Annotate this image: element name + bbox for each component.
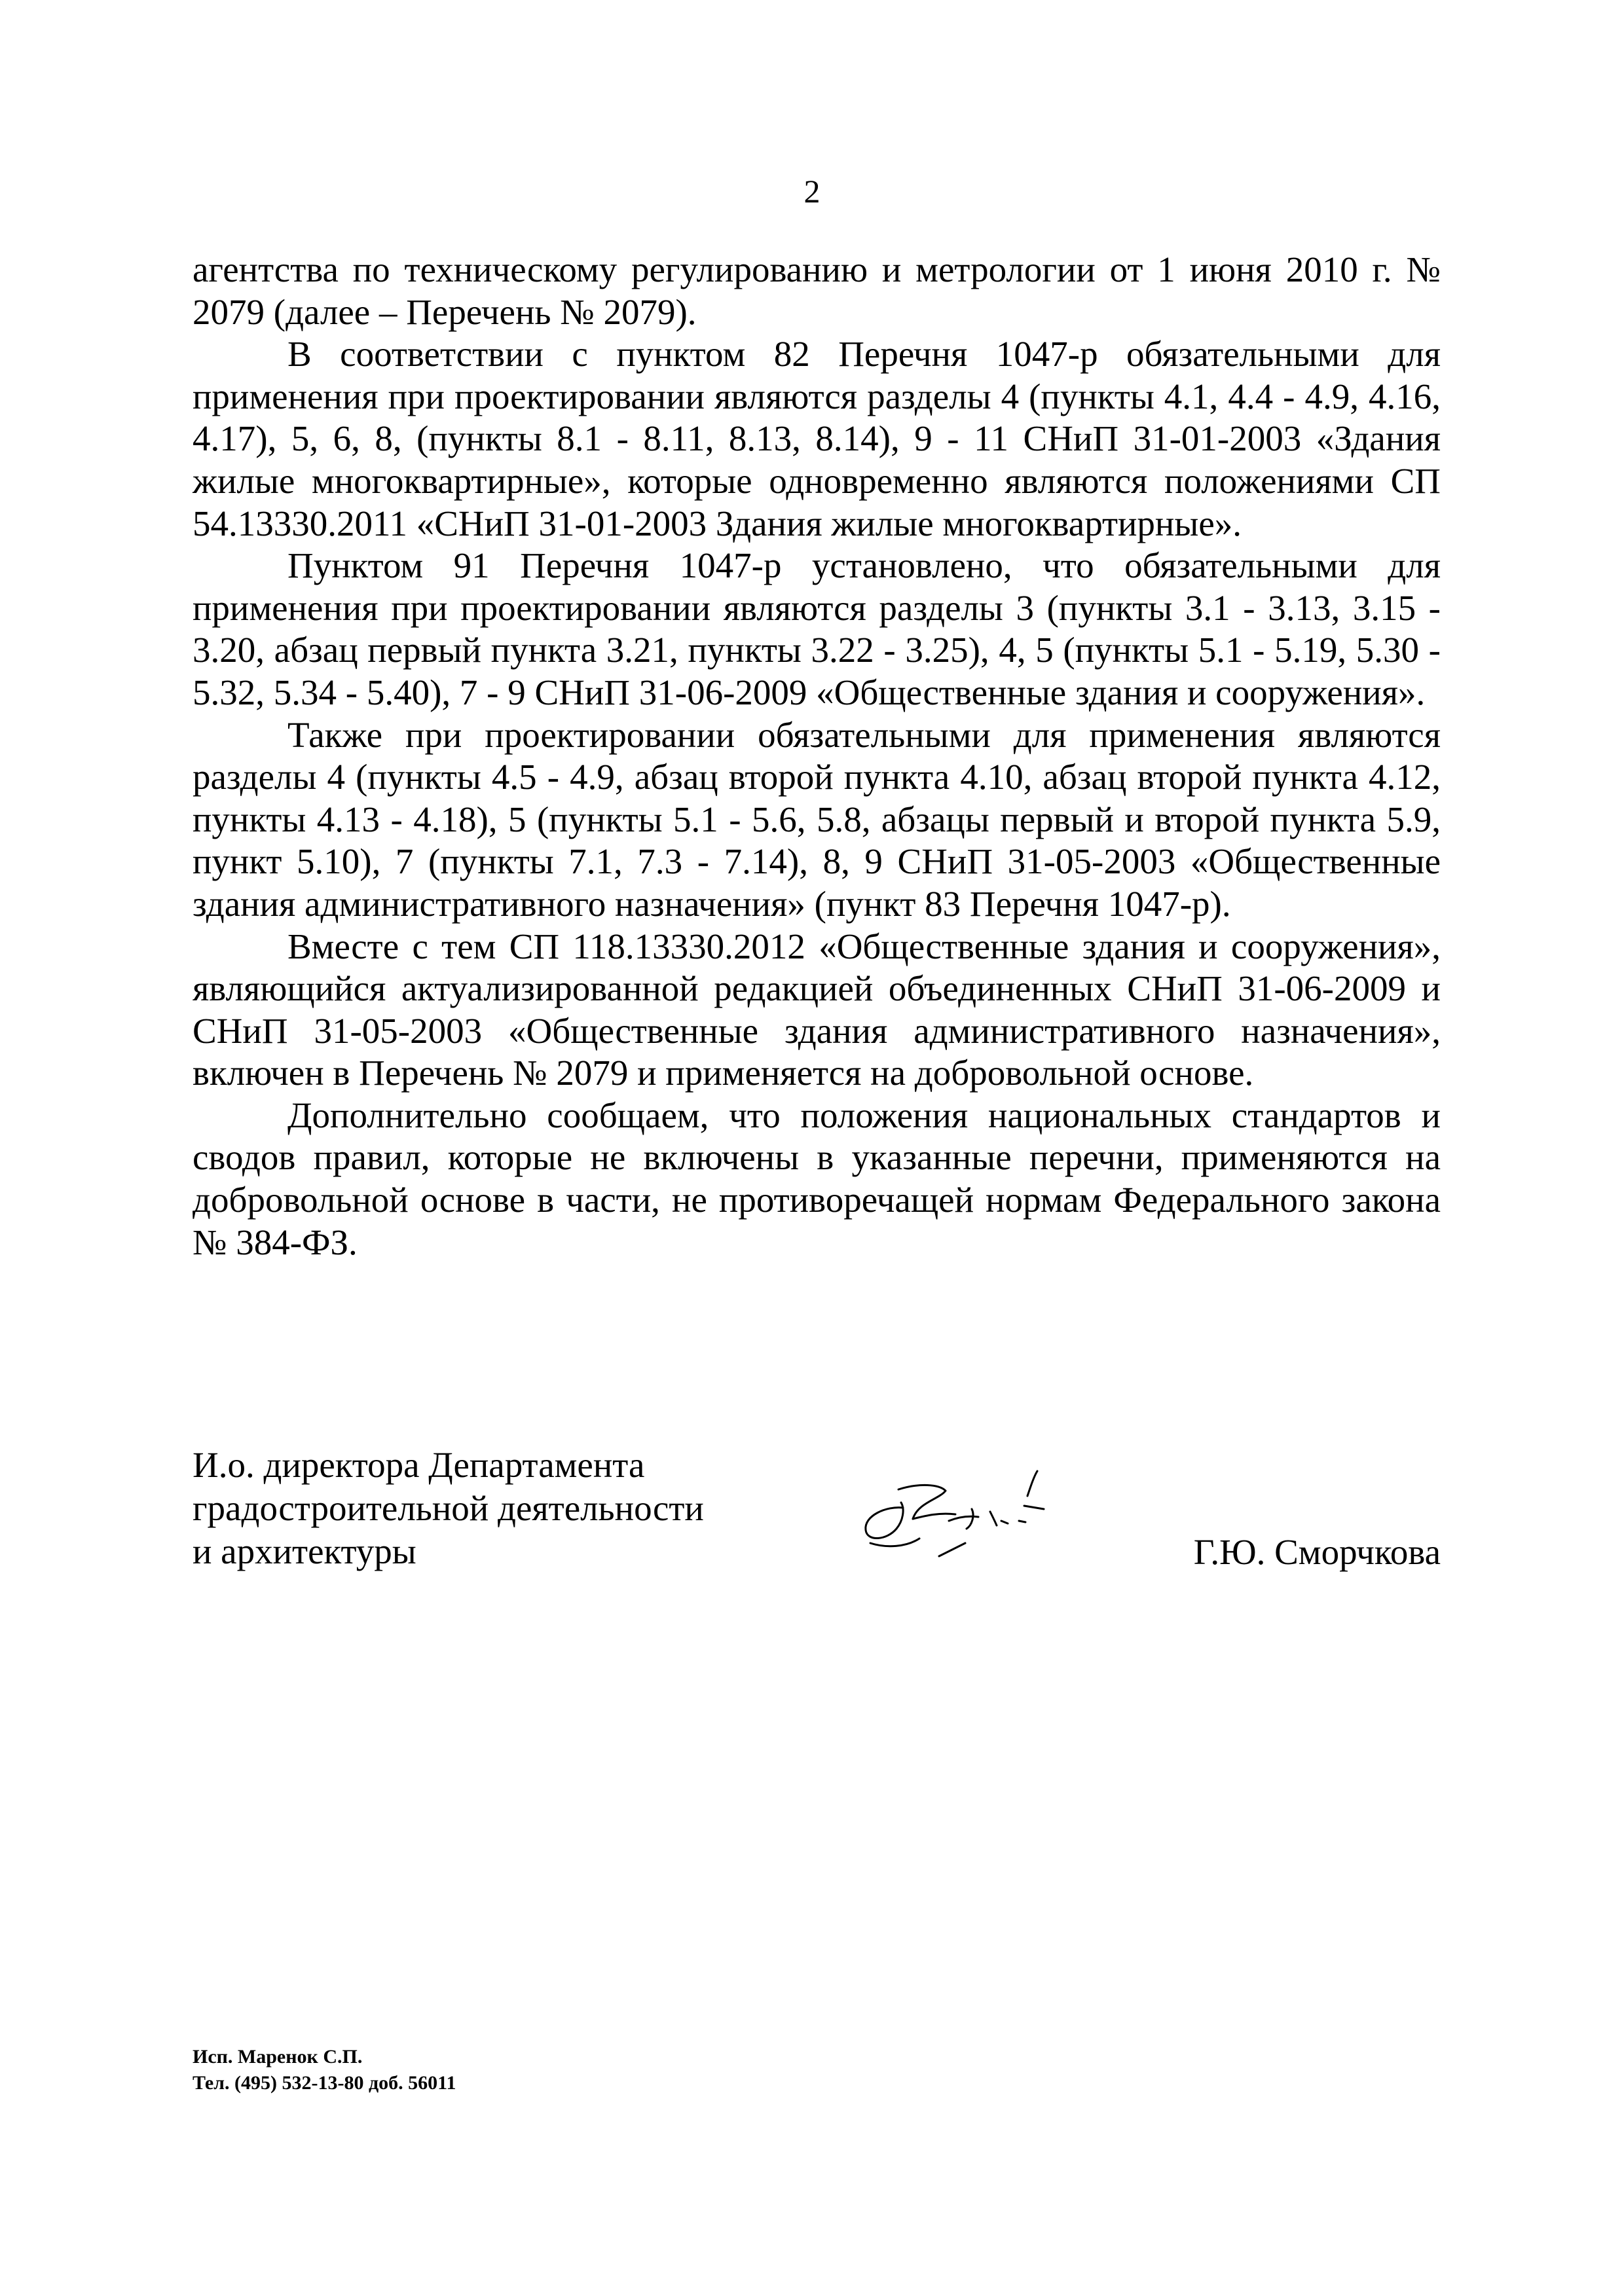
- paragraph-sp-118: Вместе с тем СП 118.13330.2012 «Общественные здания и сооружения», являющийся актуализированной редакцией объединенных СНиП 31-06-2009 и СНиП 31-05-2003 «Общественные здания административного назначения», включен в Перечень № 2079 и применяется на добровольной основе.: [193, 926, 1441, 1093]
- executor-name: Исп. Маренок С.П.: [193, 2046, 363, 2068]
- executor-info: [193, 2044, 456, 2096]
- position-line: градостроительной деятельности: [193, 1488, 704, 1528]
- paragraph-continuation: агентства по техническому регулированию и метрологии от 1 июня 2010 г. № 2079 (далее – Перечень № 2079).: [193, 249, 1441, 332]
- paragraph-additional-info: Дополнительно сообщаем, что положения национальных стандартов и сводов правил, которые не включены в указанные перечни, применяются на добровольной основе в части, не противоречащей нормам Федерального закона № 384-ФЗ.: [193, 1095, 1441, 1262]
- signatory-position: [193, 1444, 704, 1573]
- letter-body: [193, 249, 1441, 1264]
- position-line: И.о. директора Департамента: [193, 1445, 645, 1485]
- paragraph-snip-31-06: Пунктом 91 Перечня 1047-р установлено, что обязательными для применения при проектировании являются разделы 3 (пункты 3.1 - 3.13, 3.15 - 3.20, абзац первый пункта 3.21, пункты 3.22 - 3.25), 4, 5 (пункты 5.1 - 5.19, 5.30 - 5.32, 5.34 - 5.40), 7 - 9 СНиП 31-06-2009 «Общественные здания и сооружения».: [193, 545, 1441, 712]
- signature-block: [193, 1444, 1441, 1575]
- paragraph-snip-31-05: Также при проектировании обязательными для применения являются разделы 4 (пункты 4.5 - 4.9, абзац второй пункта 4.10, абзац второй пункта 4.12, пункты 4.13 - 4.18), 5 (пункты 5.1 - 5.6, 5.8, абзацы первый и второй пункта 5.9, пункт 5.10), 7 (пункты 7.1, 7.3 - 7.14), 8, 9 СНиП 31-05-2003 «Общественные здания административного назначения» (пункт 83 Перечня 1047-р).: [193, 714, 1441, 924]
- paragraph-snip-31-01: В соответствии с пунктом 82 Перечня 1047-р обязательными для применения при проектировании являются разделы 4 (пункты 4.1, 4.4 - 4.9, 4.16, 4.17), 5, 6, 8, (пункты 8.1 - 8.11, 8.13, 8.14), 9 - 11 СНиП 31-01-2003 «Здания жилые многоквартирные», которые одновременно являются положениями СП 54.13330.2011 «СНиП 31-01-2003 Здания жилые многоквартирные».: [193, 334, 1441, 543]
- position-line: и архитектуры: [193, 1531, 416, 1571]
- page-number: 2: [803, 173, 821, 210]
- executor-phone: Тел. (495) 532-13-80 доб. 56011: [193, 2072, 456, 2094]
- signatory-name: Г.Ю. Сморчкова: [1193, 1532, 1441, 1572]
- handwritten-signature: [841, 1444, 1122, 1575]
